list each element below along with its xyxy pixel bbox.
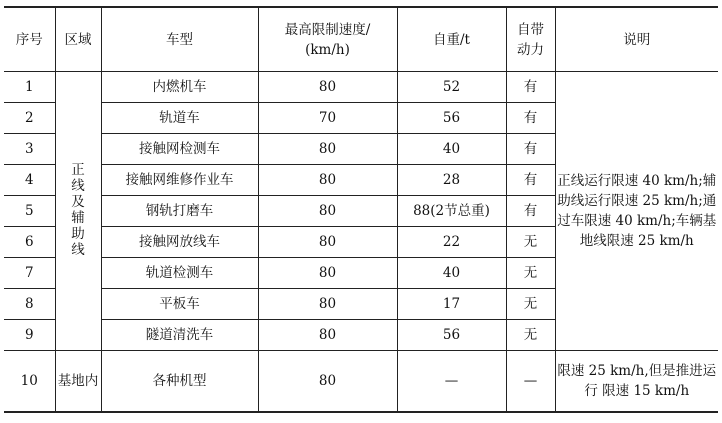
cell-seq: 3: [4, 134, 55, 165]
cell-type: 接触网检测车: [101, 134, 258, 165]
table-row: [4, 72, 718, 103]
cell-seq: 6: [4, 227, 55, 258]
header-power: [506, 7, 555, 72]
cell-power: 有: [506, 165, 555, 196]
cell-weight: 40: [397, 134, 506, 165]
cell-type: 钢轨打磨车: [101, 196, 258, 227]
header-speed-line2: (km/h): [305, 41, 350, 58]
cell-weight: —: [397, 351, 506, 413]
cell-weight: 56: [397, 103, 506, 134]
cell-weight: 56: [397, 320, 506, 351]
cell-seq: 8: [4, 289, 55, 320]
cell-type: 各种机型: [101, 351, 258, 413]
cell-type: 轨道检测车: [101, 258, 258, 289]
cell-seq: 2: [4, 103, 55, 134]
cell-speed: 80: [258, 289, 397, 320]
cell-power: 有: [506, 72, 555, 103]
cell-note-base: 限速 25 km/h,但是推进运行 限速 15 km/h: [555, 351, 718, 413]
cell-power: 有: [506, 103, 555, 134]
cell-power: 有: [506, 196, 555, 227]
header-note: 说明: [555, 7, 718, 72]
cell-power: —: [506, 351, 555, 413]
header-row: [4, 7, 718, 72]
header-type: 车型: [101, 7, 258, 72]
cell-type: 轨道车: [101, 103, 258, 134]
header-weight: 自重/t: [397, 7, 506, 72]
cell-weight: 88(2节总重): [397, 196, 506, 227]
cell-weight: 17: [397, 289, 506, 320]
cell-weight: 40: [397, 258, 506, 289]
cell-speed: 80: [258, 134, 397, 165]
cell-speed: 80: [258, 351, 397, 413]
cell-weight: 22: [397, 227, 506, 258]
cell-seq: 1: [4, 72, 55, 103]
cell-seq: 4: [4, 165, 55, 196]
cell-seq: 9: [4, 320, 55, 351]
table-row: [4, 351, 718, 413]
cell-type: 平板车: [101, 289, 258, 320]
cell-seq: 5: [4, 196, 55, 227]
cell-speed: 80: [258, 227, 397, 258]
cell-speed: 80: [258, 320, 397, 351]
cell-region-base: 基地内: [55, 351, 101, 413]
cell-type: 隧道清洗车: [101, 320, 258, 351]
cell-weight: 52: [397, 72, 506, 103]
cell-seq: 10: [4, 351, 55, 413]
cell-speed: 80: [258, 72, 397, 103]
cell-weight: 28: [397, 165, 506, 196]
cell-power: 无: [506, 289, 555, 320]
header-speed: [258, 7, 397, 72]
header-speed-line1: 最高限制速度/: [284, 21, 371, 38]
cell-speed: 80: [258, 165, 397, 196]
cell-speed: 80: [258, 196, 397, 227]
cell-speed: 80: [258, 258, 397, 289]
cell-power: 无: [506, 320, 555, 351]
cell-power: 无: [506, 227, 555, 258]
vehicle-spec-table: [4, 6, 718, 413]
header-power-line2: 动力: [517, 41, 544, 58]
cell-type: 内燃机车: [101, 72, 258, 103]
header-power-line1: 自带: [517, 21, 544, 38]
cell-type: 接触网维修作业车: [101, 165, 258, 196]
cell-power: 有: [506, 134, 555, 165]
cell-region-main: [55, 72, 101, 351]
cell-note-main: 正线运行限速 40 km/h;辅助线运行限速 25 km/h;通过车限速 40 km/h;车辆基地线限速 25 km/h: [555, 72, 718, 351]
cell-type: 接触网放线车: [101, 227, 258, 258]
cell-seq: 7: [4, 258, 55, 289]
header-seq: 序号: [4, 7, 55, 72]
header-region: 区域: [55, 7, 101, 72]
region-main-text: 正线及辅助线: [71, 162, 85, 258]
cell-speed: 70: [258, 103, 397, 134]
cell-power: 无: [506, 258, 555, 289]
